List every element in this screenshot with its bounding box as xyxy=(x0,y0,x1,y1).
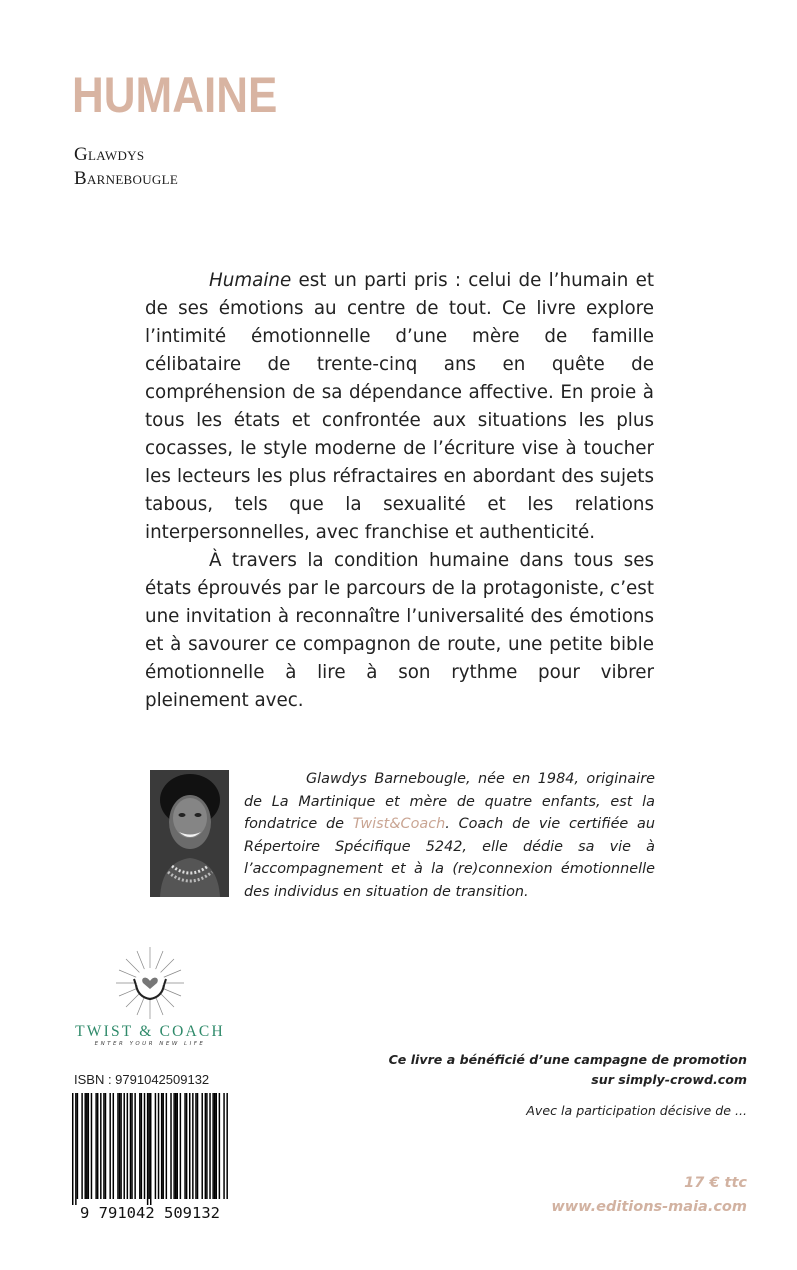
barcode xyxy=(70,1093,230,1221)
barcode-bar xyxy=(134,1093,135,1199)
barcode-bar xyxy=(180,1093,181,1199)
twist-coach-logo xyxy=(60,945,240,1055)
promo-note xyxy=(389,1050,747,1090)
barcode-bar xyxy=(75,1093,76,1205)
isbn-label: ISBN : 9791042509132 xyxy=(74,1072,210,1087)
barcode-bar xyxy=(127,1093,128,1199)
logo-tagline: ENTER YOUR NEW LIFE xyxy=(94,1041,206,1047)
book-title: HUMAINE xyxy=(72,67,278,123)
barcode-bar xyxy=(226,1093,227,1199)
barcode-bar xyxy=(86,1093,87,1199)
promo-line-1: Ce livre a bénéficié d’une campagne de promotion xyxy=(388,1052,747,1067)
barcode-bar xyxy=(150,1093,151,1205)
barcode-bar xyxy=(141,1093,142,1199)
barcode-bar xyxy=(206,1093,207,1199)
barcode-bar xyxy=(139,1093,140,1199)
barcode-bar xyxy=(177,1093,178,1199)
barcode-bar xyxy=(155,1093,156,1199)
barcode-bar xyxy=(97,1093,98,1199)
logo-wordmark: TWIST & COACH xyxy=(75,1023,225,1040)
barcode-digits: 9 791042 509132 xyxy=(80,1204,220,1221)
barcode-bar xyxy=(91,1093,92,1199)
barcode-bar xyxy=(131,1093,132,1199)
barcode-bar xyxy=(105,1093,106,1199)
author-name xyxy=(74,143,178,191)
heart-hands-icon xyxy=(60,945,240,1025)
barcode-bar xyxy=(95,1093,96,1199)
barcode-bar xyxy=(109,1093,110,1199)
author-bio xyxy=(244,768,655,903)
author-photo xyxy=(150,770,229,897)
barcode-bar xyxy=(209,1093,210,1199)
barcode-bar xyxy=(189,1093,190,1199)
blurb-paragraph-1 xyxy=(145,267,654,547)
brand-name: Twist&Coach xyxy=(352,816,446,832)
barcode-bar xyxy=(81,1093,82,1199)
author-first-name: Glawdys xyxy=(74,144,145,165)
blurb-paragraph-2: À travers la condition humaine dans tous ses états éprouvés par le parcours de la protagoniste, c’est une invitation à reconnaître l’universalité des émotions et à savourer ce compagnon de route, une petite bible émotionnelle à lire à son rythme pour vibrer pleinement avec. xyxy=(145,550,654,711)
barcode-bar xyxy=(158,1093,159,1199)
barcode-bar xyxy=(117,1093,118,1199)
barcode-bar xyxy=(113,1093,114,1199)
blurb-title-italic: Humaine xyxy=(209,270,292,291)
barcode-bar xyxy=(173,1093,174,1199)
barcode-bar xyxy=(88,1093,89,1199)
barcode-bar xyxy=(162,1093,163,1199)
barcode-bar xyxy=(77,1093,78,1199)
barcode-bar xyxy=(195,1093,196,1199)
blurb-paragraph-1-text: est un parti pris : celui de l’humain et de ses émotions au centre de tout. Ce livre explore l’intimité émotionnelle d’une mère de famille célibataire de trente-cinq ans en quête de compréhension de sa dépendance affective. En proie à tous les états et confrontée aux situations les plus cocasses, le style moderne de l’écriture vise à toucher les lecteurs les plus réfractaires en abordant des sujets tabous, tels que la sexualité et les relations interpersonnelles, avec franchise et authenticité. xyxy=(145,270,654,543)
barcode-bar xyxy=(201,1093,202,1199)
participation-note: Avec la participation décisive de ... xyxy=(526,1103,747,1118)
author-bio-text: Glawdys Barnebougle, née en 1984, originaire de La Martinique et mère de quatre enfants, est la fondatrice de Twist&Coach. Coach de vie certifiée au Répertoire Spécifique 5242, elle dédie sa vie à l’accompagnement et à la (re)connexion émotionnelle des individus en situation de transition. xyxy=(244,771,655,900)
barcode-bar xyxy=(175,1093,176,1199)
barcode-bar xyxy=(72,1093,73,1205)
barcode-bar xyxy=(144,1093,145,1199)
barcode-bar xyxy=(214,1093,215,1199)
barcode-bar xyxy=(212,1093,213,1199)
barcode-bar xyxy=(197,1093,198,1199)
barcode-bar xyxy=(216,1093,217,1199)
promo-line-2: sur simply-crowd.com xyxy=(591,1072,747,1087)
barcode-bar xyxy=(103,1093,104,1199)
barcode-bar xyxy=(119,1093,120,1199)
barcode-bar xyxy=(170,1093,171,1199)
barcode-bar xyxy=(148,1093,149,1199)
barcode-bar xyxy=(100,1093,101,1199)
barcode-bar xyxy=(205,1093,206,1199)
barcode-bar xyxy=(219,1093,220,1199)
barcode-bar xyxy=(147,1093,148,1205)
price: 17 € ttc xyxy=(684,1175,747,1191)
author-last-name: Barnebougle xyxy=(74,168,179,189)
publisher-website: www.editions-maia.com xyxy=(551,1199,747,1215)
barcode-bar xyxy=(130,1093,131,1199)
back-cover-blurb xyxy=(145,267,654,715)
barcode-bar xyxy=(120,1093,121,1199)
barcode-bar xyxy=(161,1093,162,1199)
barcode-bar xyxy=(186,1093,187,1199)
barcode-bar xyxy=(166,1093,167,1199)
barcode-bar xyxy=(184,1093,185,1199)
barcode-bar xyxy=(84,1093,85,1199)
barcode-bar xyxy=(123,1093,124,1199)
barcode-bar xyxy=(223,1093,224,1199)
barcode-bar xyxy=(192,1093,193,1199)
